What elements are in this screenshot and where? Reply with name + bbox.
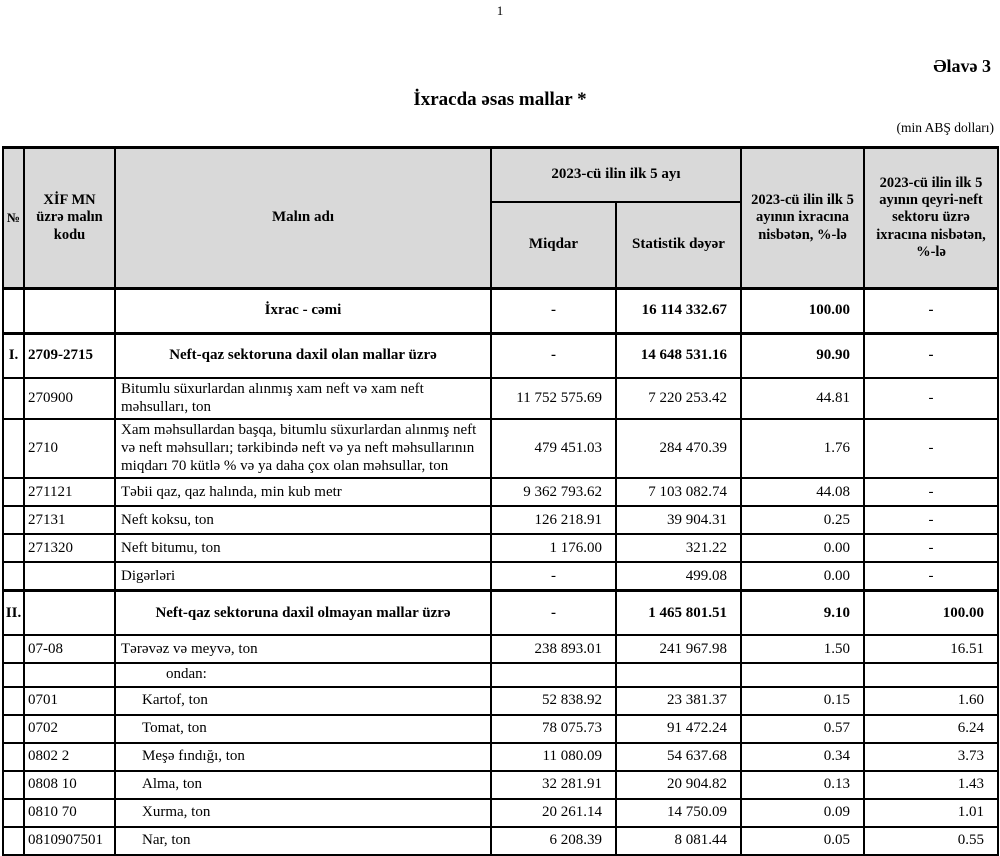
cell-qty: 6 208.39 xyxy=(491,827,616,855)
cell-value: 20 904.82 xyxy=(616,771,741,799)
header-qty: Miqdar xyxy=(491,202,616,289)
header-row-top xyxy=(3,148,998,202)
cell-pct-nonoil: 1.60 xyxy=(864,687,998,715)
cell-value: 7 103 082.74 xyxy=(616,478,741,506)
cell-value: 91 472.24 xyxy=(616,715,741,743)
table-row xyxy=(3,534,998,562)
header-pct-nonoil: 2023-cü ilin ilk 5 ayının qeyri-neft sektoru üzrə ixracına nisbətən, %-lə xyxy=(864,148,998,289)
table-row xyxy=(3,771,998,799)
cell-code: 0702 xyxy=(24,715,115,743)
cell-pct-total: 100.00 xyxy=(741,289,864,334)
cell-pct-nonoil: 100.00 xyxy=(864,591,998,636)
cell-name: Xurma, ton xyxy=(115,799,491,827)
cell-pct-total: 9.10 xyxy=(741,591,864,636)
cell-pct-total: 0.34 xyxy=(741,743,864,771)
header-code: XİF MN üzrə malın kodu xyxy=(24,148,115,289)
header-period: 2023-cü ilin ilk 5 ayı xyxy=(491,148,741,202)
cell-value: 241 967.98 xyxy=(616,635,741,663)
cell-no xyxy=(3,771,24,799)
cell-name: Tərəvəz və meyvə, ton xyxy=(115,635,491,663)
cell-name: Digərləri xyxy=(115,562,491,591)
cell-pct-nonoil: 1.43 xyxy=(864,771,998,799)
page-title: İxracda əsas mallar * xyxy=(413,89,587,110)
table-row xyxy=(3,799,998,827)
cell-name: Xam məhsullardan başqa, bitumlu süxurlardan alınmış neft və neft məhsulları; tərkibində neft və ya neft məhsullarının miqdarı 70 kütlə % və ya daha çox olan məhsullar, ton xyxy=(115,419,491,478)
cell-code: 0701 xyxy=(24,687,115,715)
table-row xyxy=(3,478,998,506)
header-value: Statistik dəyər xyxy=(616,202,741,289)
cell-qty: 238 893.01 xyxy=(491,635,616,663)
cell-code xyxy=(24,663,115,687)
cell-pct-total: 0.25 xyxy=(741,506,864,534)
cell-no xyxy=(3,663,24,687)
cell-pct-total: 1.50 xyxy=(741,635,864,663)
cell-qty: 11 752 575.69 xyxy=(491,378,616,419)
cell-name: Alma, ton xyxy=(115,771,491,799)
table-row xyxy=(3,419,998,478)
cell-name: ondan: xyxy=(115,663,491,687)
cell-code: 0810907501 xyxy=(24,827,115,855)
cell-qty: 20 261.14 xyxy=(491,799,616,827)
table-row xyxy=(3,289,998,334)
cell-name: Bitumlu süxurlardan alınmış xam neft və xam neft məhsulları, ton xyxy=(115,378,491,419)
cell-code: 271121 xyxy=(24,478,115,506)
cell-pct-total: 1.76 xyxy=(741,419,864,478)
cell-code: 270900 xyxy=(24,378,115,419)
cell-pct-nonoil: - xyxy=(864,378,998,419)
cell-pct-nonoil: - xyxy=(864,506,998,534)
cell-name: Neft bitumu, ton xyxy=(115,534,491,562)
cell-pct-nonoil: 0.55 xyxy=(864,827,998,855)
table-row xyxy=(3,687,998,715)
cell-code: 07-08 xyxy=(24,635,115,663)
cell-pct-nonoil: 16.51 xyxy=(864,635,998,663)
page-number: 1 xyxy=(496,3,504,18)
cell-code: 0802 2 xyxy=(24,743,115,771)
cell-pct-nonoil xyxy=(864,663,998,687)
table-row xyxy=(3,635,998,663)
cell-no xyxy=(3,506,24,534)
cell-no xyxy=(3,715,24,743)
cell-value: 1 465 801.51 xyxy=(616,591,741,636)
cell-value: 284 470.39 xyxy=(616,419,741,478)
cell-qty: 78 075.73 xyxy=(491,715,616,743)
cell-pct-nonoil: - xyxy=(864,289,998,334)
cell-name: Təbii qaz, qaz halında, min kub metr xyxy=(115,478,491,506)
table-row xyxy=(3,591,998,636)
cell-value: 7 220 253.42 xyxy=(616,378,741,419)
cell-no xyxy=(3,478,24,506)
cell-code: 271320 xyxy=(24,534,115,562)
cell-pct-total: 0.13 xyxy=(741,771,864,799)
cell-value: 14 750.09 xyxy=(616,799,741,827)
cell-no xyxy=(3,743,24,771)
cell-no: II. xyxy=(3,591,24,636)
cell-name: Kartof, ton xyxy=(115,687,491,715)
cell-qty: - xyxy=(491,562,616,591)
cell-value: 54 637.68 xyxy=(616,743,741,771)
cell-qty: 52 838.92 xyxy=(491,687,616,715)
table-row xyxy=(3,562,998,591)
cell-pct-total: 0.05 xyxy=(741,827,864,855)
unit-note: (min ABŞ dolları) xyxy=(896,120,994,135)
cell-name: Nar, ton xyxy=(115,827,491,855)
cell-value: 39 904.31 xyxy=(616,506,741,534)
table-row xyxy=(3,827,998,855)
header-pct-total: 2023-cü ilin ilk 5 ayının ixracına nisbətən, %-lə xyxy=(741,148,864,289)
cell-pct-nonoil: - xyxy=(864,562,998,591)
cell-no xyxy=(3,635,24,663)
exports-table xyxy=(2,146,999,856)
cell-pct-total: 44.81 xyxy=(741,378,864,419)
cell-pct-total xyxy=(741,663,864,687)
table-row xyxy=(3,743,998,771)
table-row xyxy=(3,378,998,419)
cell-name: Meşə fındığı, ton xyxy=(115,743,491,771)
cell-pct-nonoil: 6.24 xyxy=(864,715,998,743)
cell-name: Neft-qaz sektoruna daxil olan mallar üzrə xyxy=(115,334,491,379)
cell-pct-total: 0.09 xyxy=(741,799,864,827)
cell-qty xyxy=(491,663,616,687)
cell-value: 16 114 332.67 xyxy=(616,289,741,334)
cell-pct-total: 44.08 xyxy=(741,478,864,506)
cell-pct-total: 90.90 xyxy=(741,334,864,379)
header-no: № xyxy=(3,148,24,289)
cell-code xyxy=(24,562,115,591)
cell-pct-total: 0.15 xyxy=(741,687,864,715)
cell-no xyxy=(3,562,24,591)
cell-qty: - xyxy=(491,334,616,379)
cell-pct-total: 0.57 xyxy=(741,715,864,743)
cell-qty: 11 080.09 xyxy=(491,743,616,771)
cell-pct-nonoil: 1.01 xyxy=(864,799,998,827)
cell-no xyxy=(3,289,24,334)
cell-code: 2709-2715 xyxy=(24,334,115,379)
cell-pct-total: 0.00 xyxy=(741,562,864,591)
cell-value: 8 081.44 xyxy=(616,827,741,855)
cell-no xyxy=(3,419,24,478)
cell-code: 2710 xyxy=(24,419,115,478)
cell-value: 23 381.37 xyxy=(616,687,741,715)
cell-pct-nonoil: - xyxy=(864,478,998,506)
cell-qty: 1 176.00 xyxy=(491,534,616,562)
cell-pct-nonoil: - xyxy=(864,334,998,379)
cell-qty: - xyxy=(491,289,616,334)
cell-no xyxy=(3,799,24,827)
cell-no xyxy=(3,534,24,562)
cell-value: 321.22 xyxy=(616,534,741,562)
header-name: Malın adı xyxy=(115,148,491,289)
cell-name: İxrac - cəmi xyxy=(115,289,491,334)
cell-no xyxy=(3,827,24,855)
table-header xyxy=(3,148,998,289)
cell-value: 499.08 xyxy=(616,562,741,591)
cell-no: I. xyxy=(3,334,24,379)
cell-pct-nonoil: - xyxy=(864,534,998,562)
cell-code xyxy=(24,289,115,334)
cell-qty: 32 281.91 xyxy=(491,771,616,799)
cell-qty: - xyxy=(491,591,616,636)
exports-table-wrapper xyxy=(2,146,999,856)
cell-name: Neft-qaz sektoruna daxil olmayan mallar üzrə xyxy=(115,591,491,636)
cell-name: Tomat, ton xyxy=(115,715,491,743)
cell-no xyxy=(3,378,24,419)
cell-code xyxy=(24,591,115,636)
table-row xyxy=(3,715,998,743)
cell-no xyxy=(3,687,24,715)
table-row xyxy=(3,663,998,687)
annex-label: Əlavə 3 xyxy=(933,56,991,76)
cell-qty: 9 362 793.62 xyxy=(491,478,616,506)
table-body xyxy=(3,289,998,856)
cell-value xyxy=(616,663,741,687)
cell-pct-total: 0.00 xyxy=(741,534,864,562)
cell-code: 0808 10 xyxy=(24,771,115,799)
cell-code: 27131 xyxy=(24,506,115,534)
table-row xyxy=(3,506,998,534)
cell-qty: 479 451.03 xyxy=(491,419,616,478)
cell-name: Neft koksu, ton xyxy=(115,506,491,534)
table-row xyxy=(3,334,998,379)
cell-value: 14 648 531.16 xyxy=(616,334,741,379)
cell-pct-nonoil: - xyxy=(864,419,998,478)
cell-code: 0810 70 xyxy=(24,799,115,827)
cell-qty: 126 218.91 xyxy=(491,506,616,534)
cell-pct-nonoil: 3.73 xyxy=(864,743,998,771)
